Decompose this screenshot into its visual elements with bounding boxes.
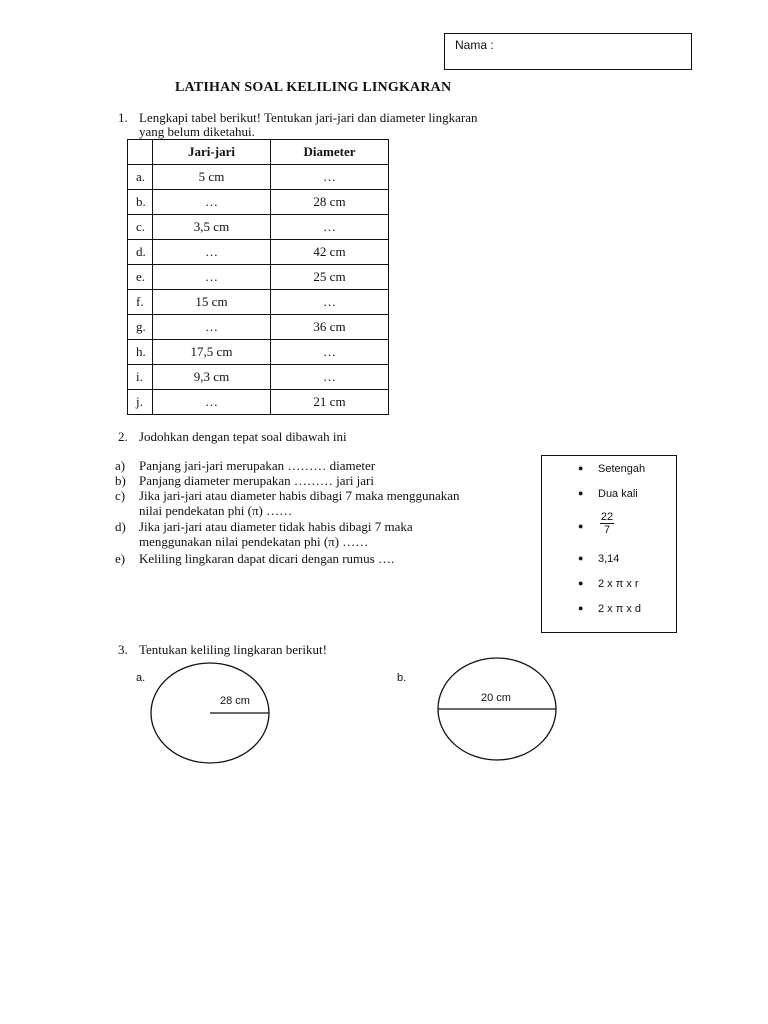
row-diameter: 25 cm	[271, 265, 389, 290]
question-1-text-line2: yang belum diketahui.	[139, 124, 255, 139]
row-radius: 9,3 cm	[153, 365, 271, 390]
row-diameter: 36 cm	[271, 315, 389, 340]
table-row	[128, 290, 389, 315]
row-radius: 17,5 cm	[153, 340, 271, 365]
bullet-icon: ●	[578, 578, 584, 588]
table-row	[128, 340, 389, 365]
circle-a-figure	[150, 662, 272, 766]
row-radius: 3,5 cm	[153, 215, 271, 240]
name-box	[444, 33, 692, 70]
matching-item-text-continued: menggunakan nilai pendekatan phi (π) ……	[139, 534, 369, 549]
row-diameter: …	[271, 290, 389, 315]
circle-a-label: a.	[136, 672, 146, 684]
header-letter	[128, 140, 153, 165]
row-diameter: …	[271, 365, 389, 390]
circle-a-measure: 28 cm	[220, 695, 250, 707]
matching-item-text-continued: nilai pendekatan phi (π) ……	[139, 503, 293, 518]
table-row	[128, 240, 389, 265]
row-diameter: 28 cm	[271, 190, 389, 215]
matching-item-text: Panjang jari-jari merupakan ……… diameter	[139, 458, 376, 473]
bullet-icon: ●	[578, 521, 584, 531]
row-diameter: …	[271, 340, 389, 365]
row-diameter: 21 cm	[271, 390, 389, 415]
bullet-icon: ●	[578, 603, 584, 613]
row-diameter: …	[271, 165, 389, 190]
table-header-row	[128, 140, 389, 165]
table-row	[128, 390, 389, 415]
row-radius: 5 cm	[153, 165, 271, 190]
radius-diameter-table	[127, 139, 389, 415]
bullet-icon: ●	[578, 553, 584, 563]
table-row	[128, 215, 389, 240]
row-radius: 15 cm	[153, 290, 271, 315]
matching-item-text: Panjang diameter merupakan ……… jari jari	[139, 473, 375, 488]
table-row	[128, 190, 389, 215]
question-3-text: Tentukan keliling lingkaran berikut!	[139, 642, 327, 657]
question-3-number: 3.	[118, 642, 128, 657]
row-radius: …	[153, 390, 271, 415]
bullet-icon: ●	[578, 488, 584, 498]
row-letter: g.	[128, 315, 153, 340]
question-1-text-line1: Lengkapi tabel berikut! Tentukan jari-jari dan diameter lingkaran	[139, 110, 478, 125]
matching-item-letter: b)	[115, 473, 126, 488]
row-radius: …	[153, 315, 271, 340]
matching-item-letter: a)	[115, 458, 126, 473]
matching-item-letter: d)	[115, 519, 126, 534]
circle-b-figure	[436, 656, 558, 762]
table-row	[128, 165, 389, 190]
name-label: Nama :	[455, 38, 494, 52]
row-radius: …	[153, 190, 271, 215]
row-letter: e.	[128, 265, 153, 290]
row-letter: a.	[128, 165, 153, 190]
option-fraction	[542, 511, 678, 543]
question-1-number: 1.	[118, 110, 128, 125]
worksheet-title: LATIHAN SOAL KELILING LINGKARAN	[175, 80, 452, 95]
bullet-icon: ●	[578, 463, 584, 473]
table-row	[128, 265, 389, 290]
matching-item-letter: c)	[115, 488, 126, 503]
row-letter: j.	[128, 390, 153, 415]
matching-options-box: ● Setengah ● Dua kali ● $\frac{22}{7}$ ● 3,14 ● 2 x π x r ● 2 x π x d	[541, 455, 677, 633]
matching-item-text: Jika jari-jari atau diameter tidak habis dibagi 7 maka	[139, 519, 413, 534]
row-letter: h.	[128, 340, 153, 365]
row-radius: …	[153, 265, 271, 290]
row-letter: d.	[128, 240, 153, 265]
question-2-number: 2.	[118, 429, 128, 444]
table-row	[128, 365, 389, 390]
row-letter: b.	[128, 190, 153, 215]
matching-item-text: Keliling lingkaran dapat dicari dengan rumus ….	[139, 551, 395, 566]
matching-item-letter: e)	[115, 551, 126, 566]
row-letter: f.	[128, 290, 153, 315]
matching-item-text: Jika jari-jari atau diameter habis dibagi 7 maka menggunakan	[139, 488, 460, 503]
row-letter: i.	[128, 365, 153, 390]
row-radius: …	[153, 240, 271, 265]
question-2-text: Jodohkan dengan tepat soal dibawah ini	[139, 429, 347, 444]
table-row	[128, 315, 389, 340]
circle-b-measure: 20 cm	[481, 692, 511, 704]
row-diameter: …	[271, 215, 389, 240]
header-diameter: Diameter	[271, 140, 389, 165]
row-letter: c.	[128, 215, 153, 240]
fraction-22-7: $\frac{22}{7}$	[600, 511, 614, 536]
row-diameter: 42 cm	[271, 240, 389, 265]
header-radius: Jari-jari	[153, 140, 271, 165]
circle-b-label: b.	[397, 672, 407, 684]
